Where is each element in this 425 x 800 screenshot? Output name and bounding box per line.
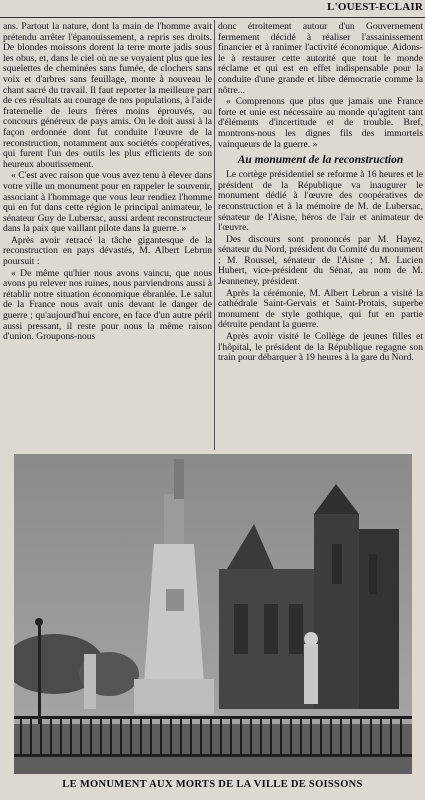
right-paragraph-3: Le cortège présidentiel se reforme à 16 heures et le président de la République va inaugurer le monument dédié à l'œuvre des coopératives de reconstruction et à la mémoire de M. de Lubersac, sénateur de l'Aisne, héros de l'air et animateur de l'œuvre. <box>218 169 423 234</box>
section-subhead: Au monument de la reconstruction <box>237 154 404 167</box>
left-paragraph-4: « De même qu'hier nous avons vaincu, que nous avons pu relever nos ruines, nous parviendrons aussi à rétablir notre situation économique ébranlée. Le salut de la France nous avait unis devant le danger de guerre ; qu'aujourd'hui encore, en face d'un autre péril aussi pressant, il reste pour nous la même raison d'union. Groupons-nous <box>3 267 212 343</box>
left-paragraph-3: Après avoir retracé la tâche gigantesque de la reconstruction en pays dévastés, M. Albert Lebrun poursuit : <box>3 234 212 268</box>
right-paragraph-2: « Comprenons que plus que jamais une France forte et unie est nécessaire au monde qu'agitent tant d'éléments d'incertitude et de trouble. Bref, montrons-nous les dignes fils des immortels vainqueurs de la guerre. » <box>218 96 423 150</box>
right-column <box>218 22 423 452</box>
masthead: L'OUEST-ECLAIR <box>327 1 423 13</box>
left-paragraph-1: ans. Partout la nature, dont la main de l'homme avait prétendu arrêter l'épanouissement, a repris ses droits. De blondes moissons dorent la terre morte jadis sous les obus, et, dans le ciel où ne se voyaient plus que les squelettes de cheminées sans fumée, de clochers sans voix et d'arbres sans feuillage, monte à nouveau le chant sacré du travail. Il faut reporter la meilleure part de ces résultats au courage de nos populations, à l'aide fraternelle de leurs frères moins éprouvés, au concours généreux de pays amis. On le doit aussi à la façon ordonnée dont fut conduite l'œuvre de la reconstruction, notamment aux sociétés coopératives, qui furent l'un des outils les plus efficients de son heureux aboutissement. <box>3 22 212 170</box>
top-rule <box>0 17 425 18</box>
right-paragraph-5: Après la cérémonie, M. Albert Lebrun a visité la cathédrale Saint-Gervais et Saint-Protais, superbe monument de style gothique, qui fut en partie détruite pendant la guerre. <box>218 287 423 331</box>
right-paragraph-4: Des discours sont prononcés par M. Hayez, sénateur du Nord, président du Comité du monument ; M. Roussel, sénateur de l'Aisne ; M. Lucien Hubert, vice-président du Sénat, au nom de M. Jeanneney, président. <box>218 233 423 288</box>
monument-photo-illustration <box>14 454 412 774</box>
right-paragraph-6: Après avoir visité le Collège de jeunes filles et l'hôpital, le président de la République regagne son train pour débarquer à 19 heures à la gare du Nord. <box>218 331 423 364</box>
left-paragraph-2: « C'est avec raison que vous avez tenu à élever dans votre ville un monument pour en rappeler le souvenir, associant à l'hommage que vous leur rendiez l'homme qui en fut dans cette région le principal animateur, le sénateur Guy de Lubersac, aussi ardent reconstructeur dans la paix que vaillant pilote dans la guerre. » <box>3 170 212 235</box>
monument-photo <box>14 454 412 774</box>
photo-caption: LE MONUMENT AUX MORTS DE LA VILLE DE SOISSONS <box>62 779 363 790</box>
right-paragraph-1: donc étroitement autour d'un Gouvernement fermement décidé à réaliser l'assainissement financier et à ranimer l'activité économique. Aidons-le à restaurer cette autorité que tout le monde réclame et qui est en effet indispensable pour la conduite d'une grande et libre démocratie comme la nôtre... <box>218 22 423 96</box>
left-column <box>3 22 212 452</box>
column-divider <box>214 20 215 450</box>
